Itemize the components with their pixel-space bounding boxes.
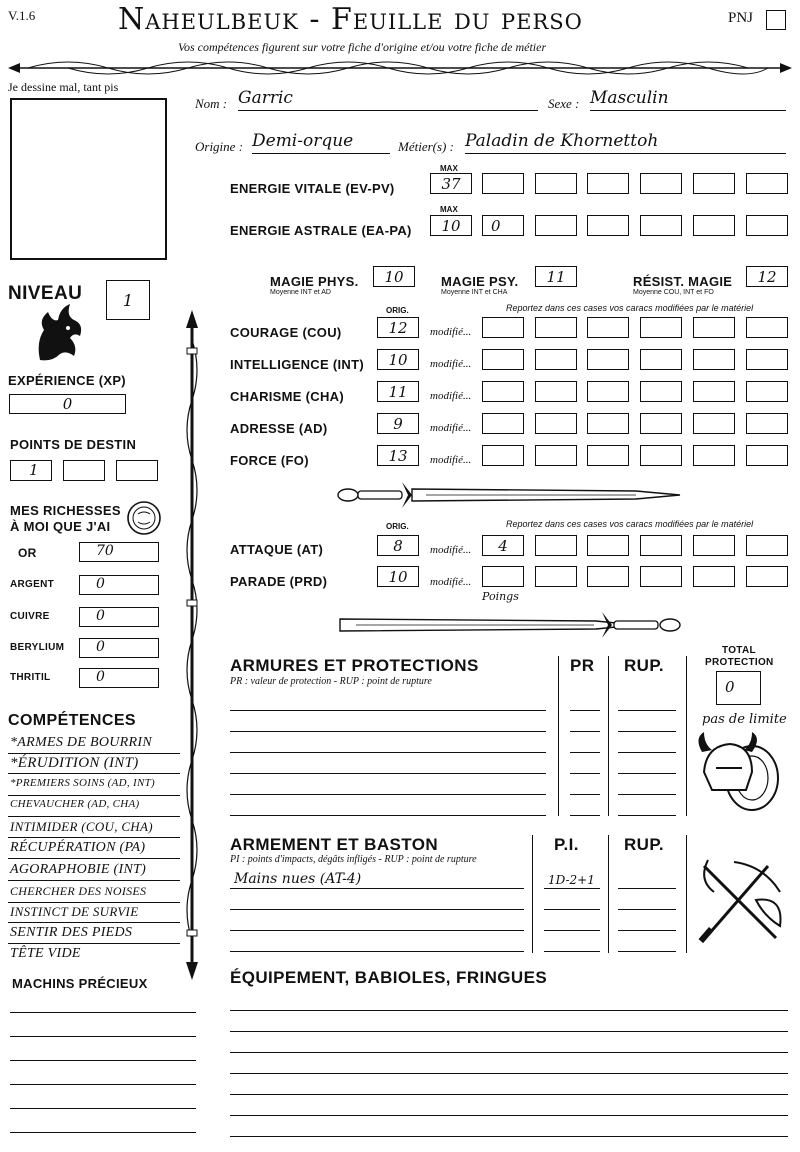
total-label: TOTAL [722,645,756,656]
machins-label: MACHINS PRÉCIEUX [12,976,148,991]
armure-rup-line[interactable] [618,731,676,732]
staff-ornament [180,310,204,980]
total-label-2: PROTECTION [705,657,774,668]
competence-item: SENTIR DES PIEDS [10,925,133,940]
parade-orig-box[interactable]: 10 [377,566,419,587]
carac-modifie: modifié... [430,358,472,370]
magie-psy-note: Moyenne INT et CHA [441,289,508,296]
ea-label: ENERGIE ASTRALE (EA-PA) [230,223,412,238]
arme-rup-line[interactable] [618,930,676,931]
carac-label: ADRESSE (AD) [230,421,328,436]
carac-mod-box[interactable] [587,317,629,338]
attaque-box[interactable] [746,535,788,556]
parade-box[interactable] [746,566,788,587]
parade-box[interactable] [587,566,629,587]
magie-phys-note: Moyenne INT et AD [270,289,331,296]
carac-mod-box[interactable] [482,413,524,434]
armure-pr-line[interactable] [570,815,600,816]
competence-item: *PREMIERS SOINS (AD, INT) [10,777,155,789]
armure-line[interactable] [230,710,546,711]
carac-mod-box[interactable] [640,445,682,466]
carac-orig-box[interactable]: 12 [377,317,419,338]
sword-ornament [336,610,684,640]
arme-line[interactable] [230,930,524,931]
competence-line [8,795,180,796]
competence-item: AGORAPHOBIE (INT) [10,862,147,877]
metier-field[interactable]: Paladin de Khornettoh [465,131,786,154]
combat-orig-label: ORIG. [386,522,409,531]
origine-label: Origine : [195,139,244,154]
competence-line [8,880,180,881]
page-title: Naheulbeuk - Feuille du perso [118,2,583,37]
portrait-box[interactable] [10,98,167,260]
niveau-label: NIVEAU [8,283,83,304]
carac-label: COURAGE (COU) [230,325,342,340]
competence-item: CHERCHER DES NOISES [10,884,147,898]
armure-line[interactable] [230,794,546,795]
carac-mod-box[interactable] [746,445,788,466]
competence-line [8,753,180,754]
sword-ornament [336,480,684,510]
richesse-value[interactable]: 0 [79,638,159,658]
competence-item: RÉCUPÉRATION (PA) [10,840,146,855]
carac-modifie: modifié... [430,454,472,466]
carac-mod-box[interactable] [640,349,682,370]
armure-line[interactable] [230,752,546,753]
pnj-checkbox[interactable] [766,10,786,30]
carac-mod-box[interactable] [587,381,629,402]
arme-pi-line[interactable] [544,909,600,910]
machins-line[interactable] [10,1084,196,1085]
portrait-caption: Je dessine mal, tant pis [8,80,119,94]
carac-label: INTELLIGENCE (INT) [230,357,364,372]
carac-mod-box[interactable] [535,381,577,402]
attaque-label: ATTAQUE (AT) [230,542,324,557]
carac-orig-box[interactable]: 13 [377,445,419,466]
competence-item: TÊTE VIDE [10,946,81,961]
carac-mod-box[interactable] [746,413,788,434]
armure-rup-line[interactable] [618,815,676,816]
armures-rup-header: RUP. [624,656,665,675]
ev-max-box[interactable]: 37 [430,173,472,194]
machins-line[interactable] [10,1012,196,1013]
attaque-orig-box[interactable]: 8 [377,535,419,556]
armure-pr-line[interactable] [570,773,600,774]
carac-orig-box[interactable]: 9 [377,413,419,434]
carac-mod-box[interactable] [587,445,629,466]
competences-label: COMPÉTENCES [8,712,136,729]
richesses-label: MES RICHESSES [10,503,121,518]
carac-mod-box[interactable] [535,317,577,338]
competence-line [8,816,180,817]
equipement-line[interactable] [230,1115,788,1116]
armure-rup-line[interactable] [618,794,676,795]
orig-label: ORIG. [386,306,409,315]
carac-mod-box[interactable] [535,445,577,466]
armure-rup-line[interactable] [618,752,676,753]
armure-rup-line[interactable] [618,710,676,711]
ea-max-box[interactable]: 10 [430,215,472,236]
poings-note: Poings [482,590,519,603]
competence-item: INSTINCT DE SURVIE [10,904,139,919]
destin-label: POINTS DE DESTIN [10,437,137,452]
richesse-value[interactable]: 70 [79,542,159,562]
ev-label: ENERGIE VITALE (EV-PV) [230,181,395,196]
armement-divider [608,835,609,953]
carac-note: Reportez dans ces cases vos caracs modifiées par le matériel [506,303,754,313]
parade-label: PARADE (PRD) [230,574,328,589]
armures-title: ARMURES ET PROTECTIONS [230,656,479,675]
carac-mod-box[interactable] [535,413,577,434]
attaque-box[interactable] [535,535,577,556]
richesse-label: CUIVRE [10,611,50,622]
competence-line [8,902,180,903]
ea-box[interactable] [693,215,735,236]
armure-line[interactable] [230,773,546,774]
armement-pi-header: P.I. [554,835,579,854]
richesse-value[interactable]: 0 [79,575,159,595]
carac-modifie: modifié... [430,326,472,338]
arme-pi-line[interactable] [544,888,600,889]
armement-note: PI : points d'impacts, dégâts infligés - RUP : point de rupture [230,854,477,865]
ea-box[interactable] [535,215,577,236]
experience-value[interactable]: 0 [9,394,126,414]
carac-mod-box[interactable] [587,413,629,434]
armures-divider [558,656,559,816]
armement-divider [532,835,533,953]
armures-pr-header: PR [570,656,595,675]
richesse-label: ARGENT [10,579,55,590]
parade-box[interactable] [482,566,524,587]
parade-box[interactable] [640,566,682,587]
carac-mod-box[interactable] [693,381,735,402]
sexe-label: Sexe : [548,96,580,111]
combat-note: Reportez dans ces cases vos caracs modifiées par le matériel [506,519,754,529]
armure-line[interactable] [230,815,546,816]
parade-modifie: modifié... [430,576,472,588]
competence-item: *ARMES DE BOURRIN [10,735,152,750]
metier-label: Métier(s) : [398,139,454,154]
destin-box[interactable] [63,460,105,481]
carac-modifie: modifié... [430,390,472,402]
machins-line[interactable] [10,1132,196,1133]
magie-phys-label: MAGIE PHYS. [270,274,359,289]
attaque-box[interactable] [640,535,682,556]
arme-pi-line[interactable] [544,951,600,952]
dragon-icon [30,302,86,364]
carac-orig-box[interactable]: 10 [377,349,419,370]
carac-mod-box[interactable] [693,413,735,434]
ea-current-box[interactable]: 0 [482,215,524,236]
ev-max-label: MAX [440,164,458,173]
carac-label: FORCE (FO) [230,453,309,468]
weapon-pi[interactable]: 1D-2+1 [548,873,595,887]
carac-mod-box[interactable] [640,317,682,338]
equipement-line[interactable] [230,1031,788,1032]
armement-title: ARMEMENT ET BASTON [230,835,439,854]
total-protection-value[interactable]: 0 [716,671,761,705]
carac-label: CHARISME (CHA) [230,389,344,404]
carac-mod-box[interactable] [640,381,682,402]
magie-phys-value[interactable]: 10 [373,266,415,287]
carac-mod-box[interactable] [693,317,735,338]
attaque-box[interactable] [587,535,629,556]
destin-box[interactable]: 1 [10,460,52,481]
competence-item: INTIMIDER (COU, CHA) [10,819,153,834]
competence-item: *ÉRUDITION (INT) [10,755,139,771]
ev-box[interactable] [482,173,524,194]
machins-line[interactable] [10,1108,196,1109]
carac-mod-box[interactable] [482,317,524,338]
carac-orig-box[interactable]: 11 [377,381,419,402]
equipement-line[interactable] [230,1010,788,1011]
attaque-modifie: modifié... [430,544,472,556]
armure-rup-line[interactable] [618,773,676,774]
armement-rup-header: RUP. [624,835,665,854]
equipement-line[interactable] [230,1052,788,1053]
ev-box[interactable] [640,173,682,194]
destin-box[interactable] [116,460,158,481]
armure-pr-line[interactable] [570,731,600,732]
carac-mod-box[interactable] [482,445,524,466]
arme-line[interactable] [230,951,524,952]
richesses-label-2: À MOI QUE J'AI [10,519,111,534]
attaque-mod-box[interactable]: 4 [482,535,524,556]
richesse-label: BERYLIUM [10,642,65,653]
carac-mod-box[interactable] [693,445,735,466]
nom-label: Nom : [195,96,228,111]
carac-mod-box[interactable] [535,349,577,370]
ea-box[interactable] [746,215,788,236]
ev-box[interactable] [746,173,788,194]
parade-box[interactable] [693,566,735,587]
origine-field[interactable]: Demi-orque [252,131,390,154]
helmet-shield-icon [694,728,784,816]
arme-line[interactable] [230,888,524,889]
armures-divider [608,656,609,816]
page-subtitle: Vos compétences figurent sur votre fiche d'origine et/ou votre fiche de métier [178,40,547,54]
ev-box[interactable] [693,173,735,194]
carac-modifie: modifié... [430,422,472,434]
armement-divider [686,835,687,953]
nom-field[interactable]: Garric [238,88,538,111]
arme-rup-line[interactable] [618,909,676,910]
armure-line[interactable] [230,731,546,732]
resist-magie-label: RÉSIST. MAGIE [633,274,733,289]
armure-pr-line[interactable] [570,710,600,711]
richesse-value[interactable]: 0 [79,668,159,688]
machins-line[interactable] [10,1060,196,1061]
richesse-value[interactable]: 0 [79,607,159,627]
carac-mod-box[interactable] [746,349,788,370]
sexe-field[interactable]: Masculin [590,88,786,111]
carac-mod-box[interactable] [746,317,788,338]
pnj-label: PNJ [728,10,754,26]
ea-max-label: MAX [440,205,458,214]
weapons-icon [694,856,788,948]
armures-note: PR : valeur de protection - RUP : point de rupture [230,676,432,687]
ea-box[interactable] [587,215,629,236]
richesse-label: THRITIL [10,672,51,683]
coin-icon [126,500,162,536]
resist-magie-value[interactable]: 12 [746,266,788,287]
competence-line [8,773,180,774]
machins-line[interactable] [10,1036,196,1037]
equipement-title: ÉQUIPEMENT, BABIOLES, FRINGUES [230,968,548,987]
richesse-label: OR [18,546,37,560]
arme-line[interactable] [230,909,524,910]
equipement-line[interactable] [230,1094,788,1095]
armure-pr-line[interactable] [570,752,600,753]
armure-pr-line[interactable] [570,794,600,795]
carac-mod-box[interactable] [587,349,629,370]
competence-line [8,922,180,923]
arme-rup-line[interactable] [618,951,676,952]
weapon-name[interactable]: Mains nues (AT-4) [234,871,362,887]
competence-line [8,858,180,859]
arme-pi-line[interactable] [544,930,600,931]
resist-magie-note: Moyenne COU, INT et FO [633,289,714,296]
magie-psy-label: MAGIE PSY. [441,274,519,289]
ev-box[interactable] [535,173,577,194]
arme-rup-line[interactable] [618,888,676,889]
ev-box[interactable] [587,173,629,194]
experience-label: EXPÉRIENCE (XP) [8,373,126,388]
competence-line [8,837,180,838]
carac-mod-box[interactable] [693,349,735,370]
version-label: V.1.6 [8,8,36,23]
header-vine-ornament [8,54,792,84]
carac-mod-box[interactable] [746,381,788,402]
parade-box[interactable] [535,566,577,587]
magie-psy-value[interactable]: 11 [535,266,577,287]
ea-box[interactable] [640,215,682,236]
pas-de-limite: pas de limite [702,712,787,727]
carac-mod-box[interactable] [482,349,524,370]
niveau-value[interactable]: 1 [106,280,150,320]
equipement-line[interactable] [230,1136,788,1137]
competence-line [8,943,180,944]
armures-divider [686,656,687,816]
equipement-line[interactable] [230,1073,788,1074]
carac-mod-box[interactable] [640,413,682,434]
attaque-box[interactable] [693,535,735,556]
carac-mod-box[interactable] [482,381,524,402]
competence-item: CHEVAUCHER (AD, CHA) [10,798,140,810]
